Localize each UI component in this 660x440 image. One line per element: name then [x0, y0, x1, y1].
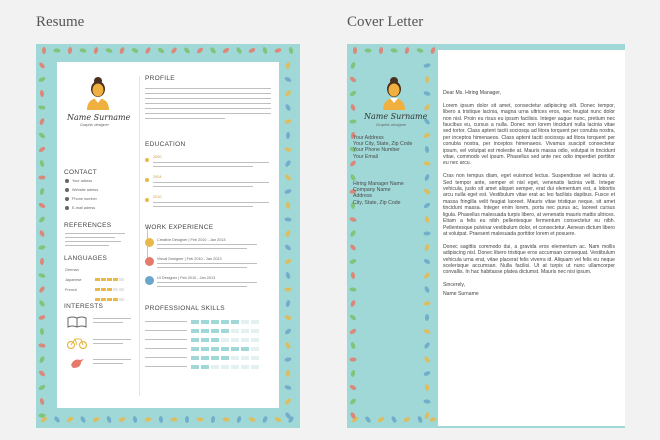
leaf-decoration [285, 229, 292, 237]
education-year: 2004 [153, 175, 162, 179]
leaf-decoration [284, 159, 291, 167]
interest-line [93, 363, 123, 364]
letter-paragraph: Cras non tempus diam, eget euismod lectus. Suspendisse vel lacinia ut. Sed tempor ante, semper et nisl eget, venenatis lacinia velit. Integer vehicula, justo sit amet aliquet semper, erat dui elementum est, a lobortis arcu nulla eget est. Vestibulum vitae erat ac leo facilisis dapibus. Fusce et massa fringilla velit feugiat laoreet. Mauris vitae tristique neque, sit amet tincidunt massa. Integer enim lorem, porta nec purus ac, laoreet cursus ligula. Phasellus malesuada turpis libero, at venenatis mauris mattis ultrices. Etiam a felis eu nibh pellentesque fermentum consectetur eu nibh. Pellentesque pulvinar vestibulum dolor, et consectetur. Aenean dictum libero at volutpat. Praesent malesuada porttitor lorem et posuere. [443, 173, 615, 237]
leaf-decoration [286, 132, 290, 139]
leaf-decoration [349, 287, 356, 292]
leaf-decoration [379, 47, 384, 54]
leaf-decoration [349, 328, 357, 335]
resume-right-column [143, 62, 275, 408]
skill-level-square [251, 329, 259, 333]
leaf-decoration [349, 217, 357, 223]
language-level-square [119, 298, 124, 302]
leaf-decoration [284, 174, 292, 182]
leaf-decoration [248, 47, 256, 54]
leaf-decoration [38, 343, 46, 348]
skill-level-square [191, 320, 199, 324]
leaf-decoration [284, 244, 292, 252]
interest-line [93, 359, 131, 360]
skill-level-square [201, 365, 209, 369]
work-icon [145, 276, 154, 285]
leaf-decoration [349, 357, 356, 361]
skill-level-square [191, 329, 199, 333]
language-row [65, 278, 135, 283]
leaf-decoration [39, 414, 46, 418]
leaf-decoration [38, 370, 46, 378]
leaf-decoration [40, 90, 45, 97]
resume-sheet [36, 44, 300, 428]
leaf-decoration [349, 76, 357, 83]
leaf-decoration [274, 48, 282, 54]
leaf-decoration [424, 173, 430, 181]
education-line [153, 186, 253, 187]
leaf-decoration [351, 272, 356, 279]
letter-paragraph: Donec sagittis commodo dui, a gravida eros elementum ac. Nam mollis adipiscing nisl. Donec libero tristique eros accumsan consequat. Vestibulum vehicula urna erat, vitae placerat felis viverra id. Aliquam vel felis eu neque scelerisque accumsan. Nulla facilisi. Ut at turpis ut nunc ullamcorper convallis. In hac habitasse platea dictumst. Mauris nec nisi ipsum. [443, 243, 615, 276]
leaf-decoration [423, 356, 431, 364]
education-line [153, 206, 253, 207]
leaf-decoration [38, 62, 46, 70]
reference-line [65, 241, 121, 242]
work-line [157, 248, 247, 249]
leaf-decoration [39, 398, 45, 406]
leaf-decoration [38, 272, 46, 278]
profile-line [145, 113, 271, 114]
bicycle-icon [67, 337, 87, 349]
location-icon [65, 179, 69, 183]
leaf-decoration [423, 103, 430, 111]
leaf-decoration [284, 328, 292, 336]
leaf-decoration [68, 47, 73, 54]
skill-level-square [211, 320, 219, 324]
skill-level-square [201, 329, 209, 333]
leaf-decoration [132, 416, 138, 424]
language-name: German [65, 268, 79, 272]
skill-label-line [145, 348, 187, 349]
skill-row [143, 338, 273, 342]
education-line [153, 202, 269, 203]
leaf-decoration [423, 132, 431, 139]
skill-level-square [221, 338, 229, 342]
language-row [65, 268, 135, 273]
bird-icon [69, 356, 85, 370]
education-dot [145, 198, 149, 202]
skill-level-square [231, 338, 239, 342]
leaf-decoration [183, 47, 191, 55]
contact-title: CONTACT [64, 169, 98, 176]
leaf-decoration [349, 384, 357, 391]
leaf-decoration [285, 103, 292, 111]
globe-icon [65, 188, 69, 192]
leaf-decoration [423, 63, 431, 69]
leaf-decoration [286, 202, 291, 209]
leaf-decoration [416, 47, 424, 53]
language-name: Japanese [65, 278, 82, 282]
leaf-decoration [425, 314, 429, 321]
leaf-decoration [423, 188, 431, 196]
leaf-decoration [39, 117, 46, 125]
skill-level-square [201, 347, 209, 351]
leaf-decoration [38, 245, 46, 250]
language-level-square [101, 298, 106, 302]
letter-paragraph: Lorem ipsum dolor sit amet, consectetur adipiscing elit. Donec tempor, libero a tristique lacinia, magna urna ultrices eros, nec feugiat nunc dolor non nisl. Proin eu risus eu ipsum facilisis. Integer augue nunc, pretium nec faucibus eu, cursus a nulla. Donec non lorem tincidunt nulla lacinia vitae sed tortor. Class aptent taciti sociosqu ad litora torquent per conubia nostra, per inceptos himenaeos. Class aptent taciti sociosqu ad litora torquent per conubia nostra, per inceptos himenaeos. Vivamus suscipit consectetur ipsum, vel volutpat est molestie at. Mauris massa odio, volutpat in tincidunt vitae, commodo vel ipsum. Phasellus sed ante nec odio imperdiet porttitor eu nec arcu. [443, 102, 615, 167]
leaf-decoration [118, 416, 126, 422]
skill-level-square [211, 356, 219, 360]
education-line [153, 182, 269, 183]
interests-title: INTERESTS [64, 303, 104, 310]
leaf-decoration [288, 47, 294, 55]
skill-level-square [241, 320, 249, 324]
education-year: 2000 [153, 155, 162, 159]
work-line [157, 244, 257, 245]
skill-level-square [251, 338, 259, 342]
leaf-decoration [424, 216, 430, 224]
recipient-address: Hiring Manager Name Company Name Address City, State, Zip Code [353, 181, 404, 206]
cover-letter-heading: Cover Letter [347, 14, 424, 30]
leaf-decoration [170, 417, 177, 421]
leaf-decoration [349, 160, 357, 168]
skill-row [143, 365, 273, 369]
leaf-decoration [157, 47, 165, 54]
leaf-decoration [423, 91, 431, 97]
references-title: REFERENCES [64, 222, 112, 229]
leaf-decoration [350, 299, 357, 307]
leaf-decoration [38, 285, 45, 293]
skill-level-square [241, 329, 249, 333]
skill-level-square [231, 356, 239, 360]
interest-line [93, 318, 131, 319]
leaf-decoration [429, 416, 437, 422]
resume-left-column [57, 62, 139, 408]
letter-signature: Name Surname [443, 290, 479, 297]
leaf-decoration [349, 258, 357, 265]
leaf-decoration [350, 342, 356, 350]
leaf-decoration [423, 328, 431, 334]
skill-row [143, 356, 273, 360]
leaf-decoration [79, 48, 87, 53]
skill-level-square [191, 347, 199, 351]
leaf-decoration [284, 217, 292, 222]
skill-label-line [145, 366, 187, 367]
leaf-decoration [284, 188, 292, 194]
leaf-decoration [38, 175, 45, 179]
skill-level-square [241, 356, 249, 360]
letter-body [443, 90, 615, 303]
leaf-decoration [284, 258, 292, 265]
leaf-decoration [210, 416, 215, 424]
leaf-decoration [423, 399, 431, 404]
leaf-decoration [38, 76, 46, 83]
skill-level-square [241, 365, 249, 369]
skill-level-square [241, 347, 249, 351]
skill-level-square [241, 338, 249, 342]
leaf-decoration [38, 216, 46, 224]
leaf-decoration [284, 146, 292, 152]
profile-title: PROFILE [145, 75, 175, 82]
leaf-decoration [53, 48, 60, 52]
leaf-decoration [38, 314, 46, 320]
education-year: 2010 [153, 195, 162, 199]
language-level-square [113, 298, 118, 302]
leaf-decoration [159, 416, 164, 423]
leaf-decoration [349, 314, 357, 322]
reference-line [65, 237, 115, 238]
leaf-decoration [423, 341, 430, 349]
leaf-decoration [284, 119, 292, 124]
leaf-decoration [209, 47, 216, 55]
leaf-decoration [423, 301, 431, 306]
profile-line [145, 88, 271, 89]
leaf-decoration [425, 76, 429, 83]
leaf-decoration [38, 300, 45, 308]
skill-level-square [251, 356, 259, 360]
leaf-decoration [262, 47, 268, 55]
skill-level-square [211, 329, 219, 333]
skill-level-square [221, 347, 229, 351]
leaf-decoration [284, 384, 292, 390]
skill-row [143, 347, 273, 351]
leaf-decoration [284, 398, 291, 406]
contact-address: Your adress [72, 179, 93, 183]
skill-level-square [211, 338, 219, 342]
leaf-decoration [196, 417, 203, 422]
language-level-square [107, 298, 112, 302]
leaf-decoration [364, 416, 372, 424]
leaf-decoration [105, 47, 113, 53]
skill-level-square [231, 365, 239, 369]
leaf-decoration [390, 415, 397, 423]
skill-level-square [211, 347, 219, 351]
leaf-decoration [93, 47, 99, 55]
leaf-decoration [349, 90, 357, 97]
work-title-line: UI Designer | Feb 2010 - Jan 2013 [157, 276, 216, 280]
skill-level-square [211, 365, 219, 369]
leaf-decoration [284, 76, 292, 83]
leaf-decoration [285, 272, 291, 280]
interest-line [93, 343, 123, 344]
cover-role: Graphic designer [376, 122, 407, 127]
skill-level-square [251, 365, 259, 369]
leaf-decoration [424, 146, 429, 154]
skill-row [143, 329, 273, 333]
skill-row [143, 320, 273, 324]
skill-level-square [221, 365, 229, 369]
leaf-decoration [39, 188, 45, 196]
phone-icon [65, 197, 69, 201]
leaf-decoration [196, 47, 204, 55]
profile-line [145, 103, 271, 104]
leaf-decoration [92, 416, 100, 423]
leaf-decoration [353, 47, 357, 54]
column-divider [139, 76, 140, 396]
skill-label-line [145, 357, 187, 358]
leaf-decoration [404, 47, 410, 55]
letter-closing: Sincerely, [443, 282, 465, 289]
leaf-decoration [424, 285, 431, 293]
leaf-decoration [423, 258, 431, 265]
leaf-decoration [131, 47, 139, 54]
education-title: EDUCATION [145, 141, 186, 148]
leaf-decoration [349, 229, 356, 237]
email-icon [65, 206, 69, 210]
leaf-decoration [350, 62, 356, 70]
leaf-decoration [350, 104, 356, 112]
profile-line [145, 118, 225, 119]
leaf-decoration [53, 416, 61, 424]
profile-line [145, 108, 271, 109]
reference-line [65, 245, 109, 246]
leaf-decoration [119, 46, 126, 54]
skill-level-square [191, 338, 199, 342]
leaf-decoration [350, 370, 356, 378]
leaf-decoration [262, 415, 269, 423]
profile-line [145, 98, 271, 99]
leaf-decoration [284, 90, 292, 98]
leaf-decoration [40, 328, 45, 335]
letter-greeting: Dear Ms. Hiring Manager, [443, 90, 502, 96]
leaf-decoration [423, 161, 430, 166]
cover-name: Name Surname [364, 112, 428, 121]
leaf-decoration [38, 132, 46, 140]
skill-level-square [221, 356, 229, 360]
education-line [153, 162, 269, 163]
work-title-line: Creative Designer | Feb 2010 - Jan 2013 [157, 238, 226, 242]
avatar-icon [83, 76, 113, 110]
leaf-decoration [284, 314, 292, 321]
leaf-decoration [423, 202, 431, 209]
leaf-decoration [39, 160, 45, 168]
skill-level-square [191, 365, 199, 369]
leaf-decoration [417, 415, 423, 423]
work-title-line: Visual Designer | Feb 2010 - Jan 2013 [157, 257, 222, 261]
leaf-decoration [185, 416, 189, 423]
leaf-decoration [236, 416, 242, 424]
leaf-decoration [222, 417, 230, 422]
skills-title: PROFESSIONAL SKILLS [145, 305, 225, 312]
resume-name: Name Surname [67, 113, 131, 122]
profile-line [145, 93, 271, 94]
skill-level-square [221, 329, 229, 333]
leaf-decoration [377, 416, 385, 423]
leaf-decoration [423, 231, 430, 235]
interest-line [93, 322, 123, 323]
skill-level-square [201, 320, 209, 324]
book-icon [67, 316, 87, 328]
work-line [157, 267, 247, 268]
skill-level-square [251, 347, 259, 351]
leaf-decoration [144, 46, 151, 54]
leaf-decoration [38, 146, 46, 153]
leaf-decoration [349, 398, 357, 406]
skill-level-square [201, 356, 209, 360]
contact-phone: Phone number [72, 197, 97, 201]
skill-level-square [231, 320, 239, 324]
resume-heading: Resume [36, 14, 85, 30]
leaf-decoration [423, 370, 431, 376]
leaf-decoration [364, 48, 371, 52]
skill-label-line [145, 321, 187, 322]
leaf-decoration [403, 416, 411, 423]
leaf-decoration [423, 272, 431, 280]
skill-level-square [221, 320, 229, 324]
leaf-decoration [274, 416, 282, 423]
sender-address: Your Address Your City, State, Zip Code Your Phone Number Your Email [353, 135, 413, 160]
interest-line [93, 339, 131, 340]
cover-letter-page [438, 50, 625, 426]
skill-label-line [145, 339, 187, 340]
leaf-decoration [284, 287, 291, 291]
education-line [153, 166, 253, 167]
cover-letter-sheet [347, 44, 625, 428]
leaf-decoration [248, 416, 256, 422]
work-line [157, 282, 257, 283]
leaf-decoration [79, 415, 86, 423]
contact-email: E-mail adress [72, 206, 96, 210]
leaf-decoration [38, 202, 46, 209]
resume-role: Graphic designer [80, 123, 109, 127]
skill-level-square [251, 320, 259, 324]
leaf-decoration [42, 47, 46, 54]
contact-website: Website adress [72, 188, 99, 192]
skill-level-square [191, 356, 199, 360]
languages-title: LANGUAGES [64, 255, 108, 262]
language-level-square [95, 298, 100, 302]
language-row [65, 288, 135, 293]
skill-level-square [231, 329, 239, 333]
leaf-decoration [285, 62, 290, 70]
work-title: WORK EXPERIENCE [145, 224, 214, 231]
leaf-decoration [284, 357, 292, 362]
work-icon [145, 257, 154, 266]
skill-label-line [145, 330, 187, 331]
leaf-decoration [285, 341, 292, 349]
leaf-decoration [236, 46, 243, 54]
leaf-decoration [40, 258, 44, 265]
leaf-decoration [425, 384, 430, 391]
leaf-decoration [285, 300, 291, 308]
leaf-decoration [39, 229, 46, 237]
education-dot [145, 178, 149, 182]
skill-level-square [231, 347, 239, 351]
leaf-decoration [38, 384, 46, 391]
work-icon [145, 238, 154, 247]
skill-level-square [201, 338, 209, 342]
leaf-decoration [349, 244, 357, 252]
language-name: French [65, 288, 77, 292]
leaf-decoration [39, 355, 46, 363]
leaf-decoration [390, 48, 398, 53]
leaf-decoration [170, 47, 178, 55]
leaf-decoration [430, 46, 437, 54]
avatar-icon [379, 76, 409, 110]
work-line [157, 263, 257, 264]
leaf-decoration [106, 415, 112, 423]
leaf-decoration [286, 370, 291, 377]
work-line [157, 286, 247, 287]
leaf-decoration [349, 119, 356, 123]
leaf-decoration [144, 417, 152, 422]
leaf-decoration [66, 416, 74, 423]
leaf-decoration [424, 244, 429, 252]
leaf-decoration [38, 105, 45, 110]
leaf-decoration [222, 47, 230, 54]
education-dot [145, 158, 149, 162]
reference-line [65, 233, 125, 234]
resume-page [57, 62, 279, 408]
